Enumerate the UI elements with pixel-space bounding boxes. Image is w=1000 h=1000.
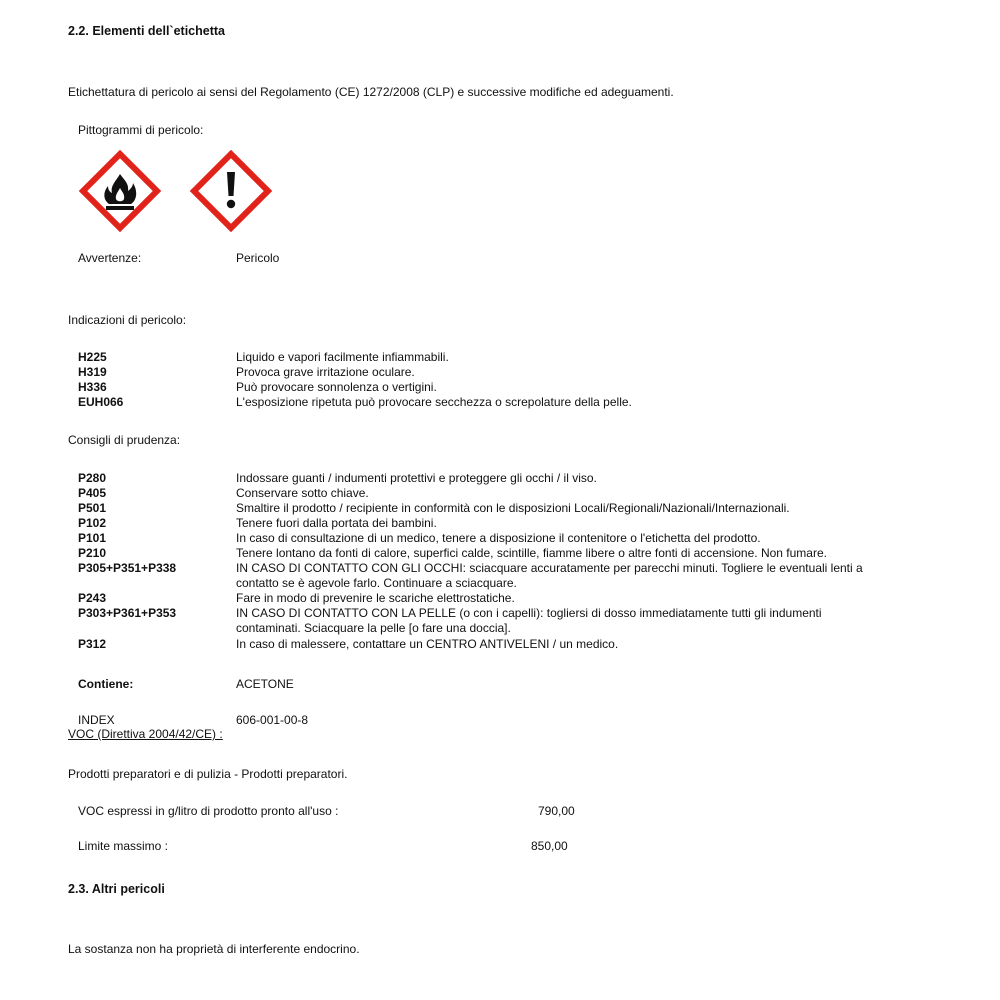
precaution-text: In caso di consultazione di un medico, tenere a disposizione il contenitore o l'etichetta del prodotto. <box>236 531 761 545</box>
ghs07-exclamation-icon <box>190 150 272 232</box>
precaution-text-continued: contaminati. Sciacquare la pelle [o fare una doccia]. <box>236 621 511 635</box>
hazard-text: Provoca grave irritazione oculare. <box>236 365 415 379</box>
voc-category: Prodotti preparatori e di pulizia - Prodotti preparatori. <box>68 767 348 781</box>
precaution-text: IN CASO DI CONTATTO CON GLI OCCHI: sciacquare accuratamente per parecchi minuti. Togliere le eventuali lenti a <box>236 561 863 575</box>
hazard-text: Può provocare sonnolenza o vertigini. <box>236 380 437 394</box>
precaution-text: Tenere fuori dalla portata dei bambini. <box>236 516 437 530</box>
precautionary-statements-label: Consigli di prudenza: <box>68 433 181 447</box>
voc-expressed-label: VOC espressi in g/litro di prodotto pronto all'uso : <box>78 804 339 818</box>
voc-title: VOC (Direttiva 2004/42/CE) : <box>68 727 223 741</box>
hazard-code: EUH066 <box>78 395 124 409</box>
precaution-code: P280 <box>78 471 107 485</box>
precaution-code: P210 <box>78 546 107 560</box>
precaution-code: P243 <box>78 591 107 605</box>
hazard-code: H319 <box>78 365 107 379</box>
hazard-text: L'esposizione ripetuta può provocare secchezza o screpolature della pelle. <box>236 395 632 409</box>
precaution-text: Smaltire il prodotto / recipiente in conformità con le disposizioni Locali/Regionali/Nazionali/Internazionali. <box>236 501 790 515</box>
voc-limit-label: Limite massimo : <box>78 839 169 853</box>
contains-value: ACETONE <box>236 677 294 691</box>
precaution-text: Indossare guanti / indumenti protettivi e proteggere gli occhi / il viso. <box>236 471 597 485</box>
precaution-code: P405 <box>78 486 107 500</box>
signal-word-value: Pericolo <box>236 251 280 265</box>
voc-expressed-value: 790,00 <box>538 804 575 818</box>
precaution-code: P101 <box>78 531 107 545</box>
index-value: 606-001-00-8 <box>236 713 309 727</box>
section-title-2-3: 2.3. Altri pericoli <box>68 882 165 896</box>
signal-word-label: Avvertenze: <box>78 251 142 265</box>
endocrine-disruptor-text: La sostanza non ha proprietà di interferente endocrino. <box>68 942 360 956</box>
precaution-code: P303+P361+P353 <box>78 606 177 620</box>
contains-label: Contiene: <box>78 677 134 691</box>
precaution-text-continued: contatto se è agevole farlo. Continuare a sciacquare. <box>236 576 517 590</box>
precaution-text: In caso di malessere, contattare un CENTRO ANTIVELENI / un medico. <box>236 637 619 651</box>
pictograms-label: Pittogrammi di pericolo: <box>78 123 204 137</box>
hazard-code: H336 <box>78 380 107 394</box>
precaution-code: P305+P351+P338 <box>78 561 177 575</box>
hazard-statements-label: Indicazioni di pericolo: <box>68 313 187 327</box>
precaution-text: Fare in modo di prevenire le scariche elettrostatiche. <box>236 591 515 605</box>
precaution-code: P102 <box>78 516 107 530</box>
ghs02-flame-icon <box>79 150 161 232</box>
voc-limit-value: 850,00 <box>531 839 568 853</box>
index-label: INDEX <box>78 713 115 727</box>
precaution-text: Conservare sotto chiave. <box>236 486 369 500</box>
precaution-text: IN CASO DI CONTATTO CON LA PELLE (o con i capelli): togliersi di dosso immediatamente tutti gli indumenti <box>236 606 822 620</box>
section-title-2-2: 2.2. Elementi dell`etichetta <box>68 24 225 38</box>
hazard-text: Liquido e vapori facilmente infiammabili. <box>236 350 449 364</box>
precaution-code: P312 <box>78 637 107 651</box>
precaution-code: P501 <box>78 501 107 515</box>
clp-intro-text: Etichettatura di pericolo ai sensi del Regolamento (CE) 1272/2008 (CLP) e successive modifiche ed adeguamenti. <box>68 85 674 99</box>
hazard-code: H225 <box>78 350 107 364</box>
precaution-text: Tenere lontano da fonti di calore, superfici calde, scintille, fiamme libere o altre fonti di accensione. Non fumare. <box>236 546 827 560</box>
